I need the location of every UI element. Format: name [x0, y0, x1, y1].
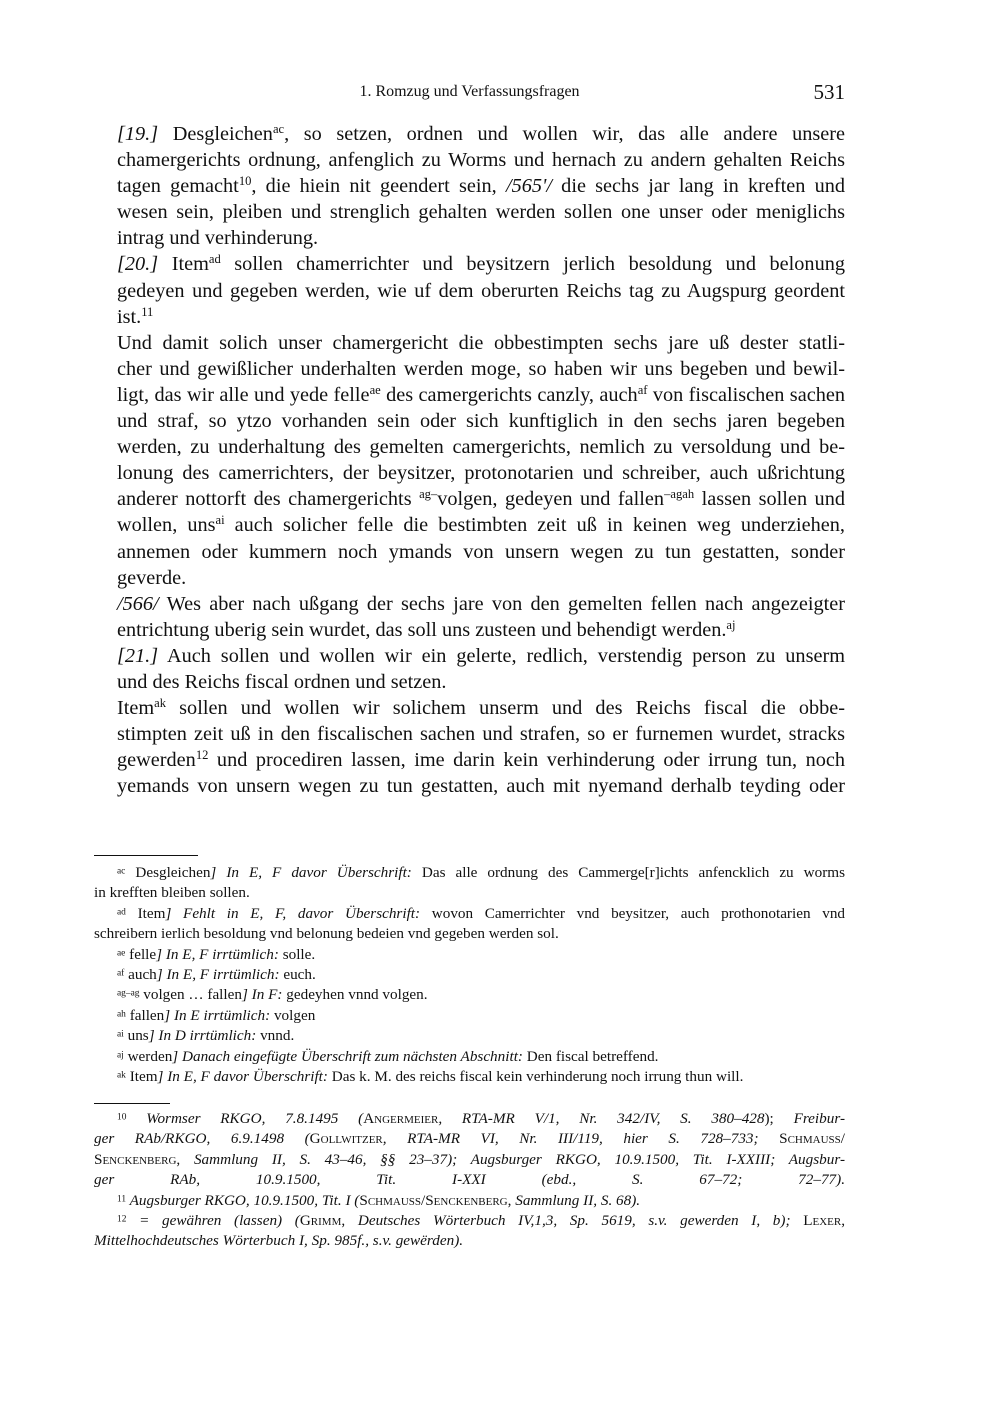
critical-note-ref[interactable]: ad — [208, 252, 221, 267]
text-line: wesen sein, pleiben und strenglich gehalten werden sollen one unser oder meniglichs — [117, 201, 845, 224]
page-number: 531 — [813, 80, 845, 104]
running-header — [94, 80, 845, 108]
text-line: werden, zu underhaltung des gemelten camergerichts, nemlich zu versoldung und be- — [117, 436, 845, 459]
footnote-ref[interactable]: 12 — [195, 748, 209, 763]
text-line: lonung des camerrichters, der beysitzer, protonotarien und schreiber, auch ußrichtung — [117, 462, 845, 485]
text-line: und des Reichs fiscal ordnen und setzen. — [117, 670, 447, 693]
text-line: tagen gemacht$^{10}$, die hiein nit geendert sein, /565'/ die sechs jar lang in kreften und — [117, 174, 845, 198]
running-title: 1. Romzug und Verfassungsfragen — [359, 83, 580, 100]
critical-note-ref[interactable]: ae — [369, 383, 381, 398]
paragraph-19 — [94, 121, 845, 251]
footnote-ref[interactable]: 11 — [141, 304, 154, 319]
text-line: Item$^{ak}$ sollen und wollen wir solichem unserm und des Reichs fiscal die obbe- — [117, 696, 845, 720]
critical-note-ref[interactable]: ac — [272, 122, 285, 137]
text-line: chamergerichts ordnung, anfenglich zu Worms und hernach zu andern gehalten Reichs — [117, 149, 845, 172]
footnote-separator-critical — [94, 855, 198, 856]
folio-marker: /565'/ — [505, 175, 552, 198]
text-line: geverde. — [117, 566, 187, 589]
critical-note-ae: $^{ae}$ felle] In E, F irrtümlich: solle. — [117, 945, 316, 963]
critical-note-aj: $^{aj}$ werden] Danach eingefügte Überschrift zum nächsten Abschnitt: Den fiscal betreffend. — [117, 1047, 659, 1065]
section-marker: [20.] — [117, 253, 159, 276]
footnote-11: $^{11}$ Augsburger RKGO, 10.9.1500, Tit. I (Schmauss/Senckenberg, Sammlung II, S. 68). — [117, 1191, 641, 1209]
paragraph-566 — [94, 591, 845, 643]
text-line: ligt, das wir alle und yede felle$^{ae}$ des camergerichts canzly, auch$^{af}$ von fiscalischen sachen — [117, 383, 845, 406]
text-line: cher und gewißlicher underhalten werden moge, so haben wir uns begeben und bewil- — [117, 357, 845, 380]
text-line: ist.$^{11}$ — [117, 304, 154, 328]
paragraph-item-fiscal — [94, 695, 845, 799]
folio-marker: /566/ — [117, 592, 159, 615]
critical-apparatus: $^{ac}$ Desgleichen] In E, F davor Überschrift: Das alle ordnung des Cammerge[r]ichts anfencklich zu worms in krefften bleiben sollen. $^{ad}$ Item] Fehlt in E, F, davor Überschrift: wovon Camerrichter vnd beysitzer, auch prothonotarien vnd schreibern ierlich besoldung vnd belonung bedeien vnd gegeben werden sol. $^{ae}$ felle] In E, F irrtümlich: solle. $^{af}$ auch] In E, F irrtümlich: euch. $^{ag-ag}$ volgen … fallen] In F: gedeyhen vnnd volgen. $^{ah}$ fallen] In E irrtümlich: volgen $^{ai}$ uns] In D irrtümlich: vnnd. $^{aj}$ werden] Danach eingefügte Überschrift zum nächsten Abschnitt: Den fiscal betreffend. $^{ak}$ Item] In E, F davor Überschrift: Das k. M. des reichs fiscal kein verhinderung noch irrung thun will. — [94, 863, 845, 1087]
critical-note-ac: $^{ac}$ Desgleichen] In E, F davor Überschrift: Das alle ordnung des Cammerge[r]ichts anfencklich zu worms — [117, 864, 845, 881]
critical-note-ref[interactable]: aj — [726, 617, 736, 632]
footnote-ref[interactable]: 10 — [238, 174, 252, 189]
critical-note-ad: $^{ad}$ Item] Fehlt in E, F, davor Überschrift: wovon Camerrichter vnd beysitzer, auch prothonotarien vnd — [117, 904, 846, 922]
critical-note-ref[interactable]: ai — [215, 513, 225, 528]
paragraph-und-damit — [94, 330, 845, 591]
text-line: anderer nottorft des chamergerichts $^{ag-}$volgen, gedeyen und fallen$^{-agah}$ lassen sollen und — [117, 487, 845, 511]
numbered-footnotes: $^{10}$ Wormser RKGO, 7.8.1495 (Angermeier, RTA-MR V/1, Nr. 342/IV, S. 380–428); Freibur- ger RAb/RKGO, 6.9.1498 (Gollwitzer, RTA-MR VI, Nr. III/119, hier S. 728–733; Schmauss/ Senckenberg, Sammlung II, S. 43–46, §§ 23–37); Augsburger RKGO, 10.9.1500, Tit. I-XXIII; Augsbur- ger RAb, 10.9.1500, Tit. I-XXI (ebd., S. 67–72; 72–77). $^{11}$ Augsburger RKGO, 10.9.1500, Tit. I (Schmauss/Senckenberg, Sammlung II, S. 68). $^{12}$ = gewähren (lassen) (Grimm, Deutsches Wörterbuch IV,1,3, Sp. 5619, s.v. gewerden I, b); Lexer, Mittelhochdeutsches Wörterbuch I, Sp. 985f., s.v. gewërden). — [94, 1110, 845, 1250]
text-line: [21.] Auch sollen und wollen wir ein gelerte, redlich, verstendig person zu unserm — [117, 644, 845, 667]
text-line: entrichtung uberig sein wurdet, das soll uns zusteen und behendigt werden.$^{aj}$ — [117, 617, 736, 641]
paragraph-21 — [94, 643, 845, 695]
section-marker: [21.] — [117, 644, 159, 667]
text-line: yemands von unsern wegen zu tun gestatten, auch mit nyemand derhalb teyding oder — [117, 775, 845, 798]
critical-note-ak: $^{ak}$ Item] In E, F davor Überschrift: Das k. M. des reichs fiscal kein verhinderung noch irrung thun will. — [117, 1068, 744, 1086]
text-line: und straf, so ytzo vorhanden sein oder sich kunftiglich in den sechs jaren begeben — [117, 410, 845, 433]
critical-note-ah: $^{ah}$ fallen] In E irrtümlich: volgen — [117, 1006, 316, 1024]
paragraph-20 — [94, 251, 845, 329]
critical-note-ref[interactable]: ak — [154, 696, 167, 711]
text-line: [19.] Desgleichen$^{ac}$, so setzen, ordnen und wollen wir, das alle andere unsere — [117, 122, 846, 145]
critical-note-ai: $^{ai}$ uns] In D irrtümlich: vnnd. — [117, 1027, 295, 1045]
text-line: gedeyen und gegeben werden, wie uf dem oberurten Reichs tag zu Augspurg geordent — [117, 279, 845, 302]
text-line: stimpten zeit uß in den fiscalischen sachen und strafen, so er furnemen wurdet, stracks — [117, 723, 845, 746]
footnote-12: $^{12}$ = gewähren (lassen) (Grimm, Deutsches Wörterbuch IV,1,3, Sp. 5619, s.v. gewerden I, b); Lexer, — [117, 1212, 845, 1230]
critical-note-af: $^{af}$ auch] In E, F irrtümlich: euch. — [117, 966, 316, 984]
critical-note-ag: $^{ag-ag}$ volgen … fallen] In F: gedeyhen vnnd volgen. — [117, 986, 428, 1004]
text-line: intrag und verhinderung. — [117, 227, 319, 250]
text-line: Und damit solich unser chamergericht die obbestimpten sechs jare uß dester statli- — [117, 331, 845, 354]
text-line: wollen, uns$^{ai}$ auch solicher felle die bestimbten zeit uß in keinen weg underziehen, — [117, 513, 845, 537]
text-line: gewerden$^{12}$ und procediren lassen, ime darin kein verhinderung oder irrung tun, noch — [117, 748, 845, 772]
main-text — [94, 121, 845, 799]
section-marker: [19.] — [117, 123, 159, 145]
footnote-10: $^{10}$ Wormser RKGO, 7.8.1495 (Angermeier, RTA-MR V/1, Nr. 342/IV, S. 380–428); Freibur- — [117, 1110, 845, 1127]
critical-note-ref[interactable]: –agah — [664, 487, 695, 502]
critical-note-ref[interactable]: ag– — [419, 487, 438, 502]
text-line: annemen oder kummern noch ymands von unsern wegen zu tun gestatten, sonder — [117, 540, 845, 563]
text-line: /566/ Wes aber nach ußgang der sechs jare von den gemelten fellen nach angezeigter — [117, 592, 845, 615]
text-line: [20.] Item$^{ad}$ sollen chamerrichter und beysitzern jerlich besoldung und belonung — [117, 252, 845, 276]
footnote-separator-numbered — [94, 1103, 170, 1104]
critical-note-ref[interactable]: af — [637, 383, 648, 398]
